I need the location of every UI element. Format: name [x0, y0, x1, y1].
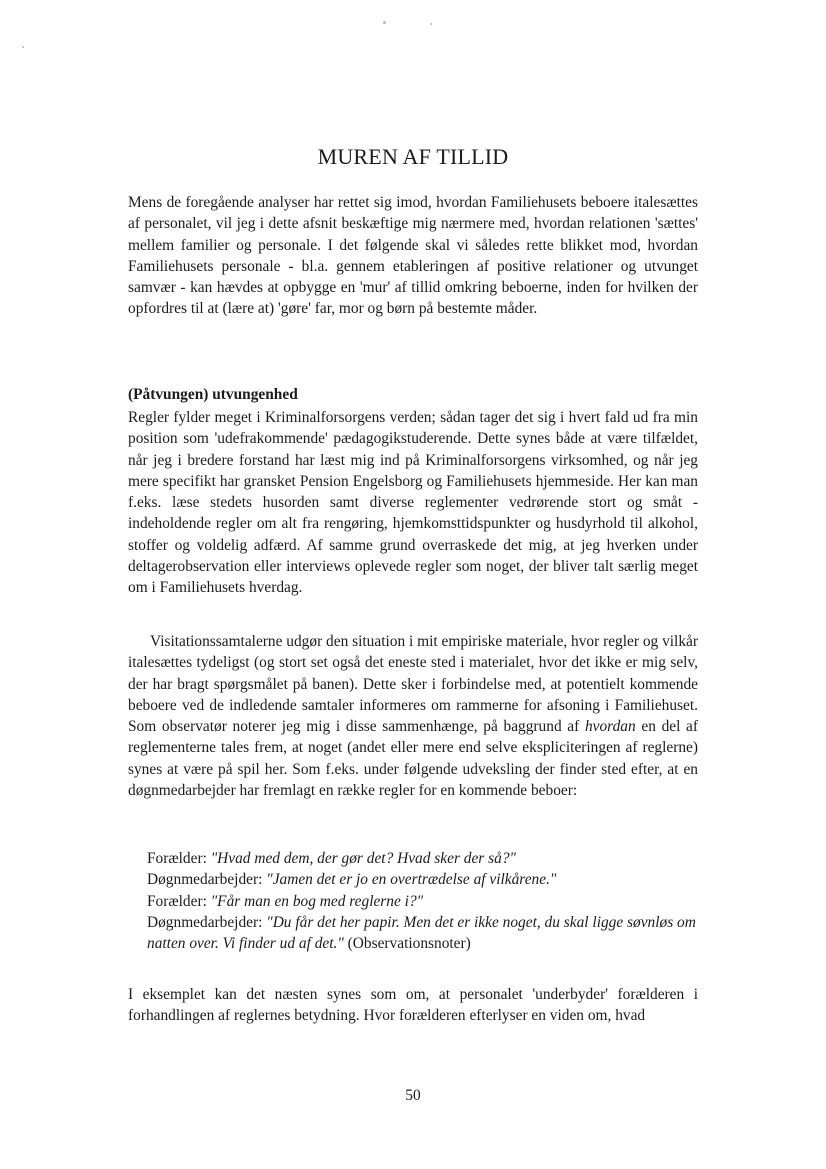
body-paragraph-2 — [128, 631, 698, 801]
quoted-speech: "Du får det her papir. Men det er ikke noget, du skal ligge søvnløs om natten over. Vi finder ud af det." — [147, 913, 696, 953]
scan-speck — [22, 46, 24, 48]
dialogue-line — [147, 891, 697, 912]
speaker-label: Døgnmedarbejder: — [147, 913, 267, 931]
dialogue-quote — [147, 848, 697, 954]
paragraph-text: Visitationssamtalerne udgør den situation i mit empiriske materiale, hvor regler og vilkår italesættes tydeligst (og stort set også det eneste sted i materialet, hvor det ikke er mig selv, der har bragt spørgsmålet på banen). Dette sker i forbindelse med, at potentielt kommende beboere ved de indledende samtaler informeres om rammerne for afsoning i Familiehuset. Som observatør noterer jeg mig i disse sammenhænge, på baggrund af — [128, 633, 698, 736]
page-number: 50 — [405, 1087, 421, 1104]
paragraph-text: en del af reglementerne tales frem, at noget (andet eller mere end selve ekspliciteringen af reglerne) synes at være på spil her. Som f.eks. under følgende udveksling der finder sted efter, at en døgnmedarbejder har fremlagt en række regler for en kommende beboer: — [128, 718, 699, 800]
quoted-speech: "Hvad med dem, der gør det? Hvad sker der så?" — [210, 850, 516, 867]
section-heading: (Påtvungen) utvungenhed — [128, 386, 298, 403]
quoted-speech: "Jamen det er jo en overtrædelse af vilkårene." — [266, 871, 557, 889]
intro-paragraph: Mens de foregående analyser har rettet sig imod, hvordan Familiehusets beboere italesættes af personalet, vil jeg i dette afsnit beskæftige mig nærmere med, hvordan relationen 'sættes' mellem familier og personale. I det følgende skal vi således rette blikket mod, hvordan Familiehusets personale - bl.a. gennem etableringen af positive relationer og utvunget samvær - kan hævdes at opbygge en 'mur' af tillid omkring beboerne, inden for hvilken der opfordres til at (lære at) 'gøre' far, mor og børn på bestemte måder. — [128, 194, 698, 318]
dialogue-line — [147, 912, 697, 955]
source-note: (Observationsnoter) — [343, 935, 471, 953]
page-title: MUREN AF TILLID — [317, 144, 509, 169]
body-paragraph-1: Regler fylder meget i Kriminalforsorgens verden; sådan tager det sig i hvert fald ud fra min position som 'udefrakommende' pædagogikstuderende. Dette synes både at være tilfældet, når jeg i bredere forstand har læst mig ind på Kriminalforsorgens virksomhed, og når jeg mere specifikt har gransket Pension Engelsborg og Familiehusets hjemmeside. Her kan man f.eks. læse stedets husorden samt diverse reglementer vedrørende stort og småt - indeholdende regler om alt fra rengøring, hjemkomsttidspunkter og husdyrhold til alkohol, stoffer og voldelig adfærd. Af samme grund overraskede det mig, at jeg hverken under deltagerobservation eller interviews oplevede regler som noget, der bliver talt særlig meget om i Familiehusets hverdag. — [128, 409, 698, 597]
speaker-label: Forælder: — [147, 850, 211, 867]
dialogue-line — [147, 869, 697, 890]
speaker-label: Forælder: — [147, 892, 211, 910]
speaker-label: Døgnmedarbejder: — [147, 871, 267, 889]
quoted-speech: "Får man en bog med reglerne i?" — [210, 892, 424, 910]
scan-speck — [430, 23, 432, 25]
dialogue-line — [147, 848, 697, 869]
body-paragraph-3: I eksemplet kan det næsten synes som om, at personalet 'underbyder' forælderen i forhandlingen af reglernes betydning. Hvor forælderen efterlyser en viden om, hvad — [128, 986, 698, 1025]
emphasis-text: hvordan — [584, 718, 636, 736]
scan-speck — [383, 21, 386, 24]
